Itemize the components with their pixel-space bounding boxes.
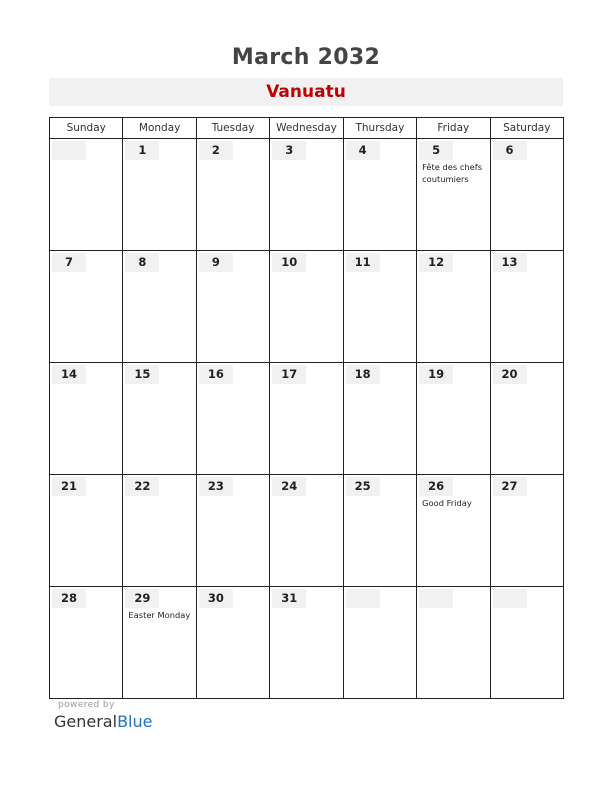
country-name: Vanuatu [266,82,346,102]
day-cell[interactable] [490,363,563,475]
weekday-header-row [50,118,564,139]
day-cell[interactable] [270,475,343,587]
day-number: 19 [419,365,453,384]
calendar-grid [49,117,564,699]
day-number: 2 [199,141,233,160]
day-number: 14 [52,365,86,384]
day-cell[interactable] [343,139,416,251]
day-number: 18 [346,365,380,384]
country-banner [49,78,563,106]
weekday-saturday: Saturday [490,118,563,139]
day-number: 26 [419,477,453,496]
week-row [50,363,564,475]
day-number: 11 [346,253,380,272]
weekday-wednesday: Wednesday [270,118,343,139]
day-number: 21 [52,477,86,496]
day-cell[interactable] [123,363,196,475]
day-cell[interactable] [50,475,123,587]
day-number: 20 [493,365,527,384]
holiday-label: Fête des chefs coutumiers [422,162,483,184]
day-cell[interactable] [123,251,196,363]
day-number: 17 [272,365,306,384]
day-cell[interactable] [270,587,343,699]
day-number: 8 [125,253,159,272]
day-number: 15 [125,365,159,384]
day-number: 16 [199,365,233,384]
day-number [346,589,380,608]
day-number: 23 [199,477,233,496]
day-cell[interactable] [123,139,196,251]
brand-logo-blue: Blue [117,712,153,731]
day-cell[interactable] [50,587,123,699]
day-cell[interactable] [417,139,490,251]
day-cell[interactable] [417,587,490,699]
day-cell[interactable] [417,251,490,363]
week-row [50,475,564,587]
day-cell[interactable] [50,139,123,251]
day-cell[interactable] [490,475,563,587]
day-number: 5 [419,141,453,160]
day-cell[interactable] [196,251,269,363]
day-number: 3 [272,141,306,160]
day-cell[interactable] [490,139,563,251]
day-cell[interactable] [270,251,343,363]
week-row [50,139,564,251]
day-number: 31 [272,589,306,608]
weekday-sunday: Sunday [50,118,123,139]
day-number: 25 [346,477,380,496]
weekday-monday: Monday [123,118,196,139]
page-title: March 2032 [231,45,381,70]
week-row [50,251,564,363]
weekday-friday: Friday [417,118,490,139]
day-number: 29 [125,589,159,608]
day-cell[interactable] [196,587,269,699]
day-cell[interactable] [123,475,196,587]
day-number [419,589,453,608]
day-number: 22 [125,477,159,496]
brand-logo-general: General [54,712,118,731]
day-cell[interactable] [343,475,416,587]
day-number: 27 [493,477,527,496]
holiday-label: Good Friday [422,498,472,508]
day-cell[interactable] [196,475,269,587]
day-number: 10 [272,253,306,272]
day-cell[interactable] [196,363,269,475]
day-number: 30 [199,589,233,608]
day-cell[interactable] [343,363,416,475]
day-number: 7 [52,253,86,272]
brand-logo[interactable] [54,712,152,731]
day-cell[interactable] [490,251,563,363]
day-cell[interactable] [50,251,123,363]
weekday-thursday: Thursday [343,118,416,139]
day-cell[interactable] [270,363,343,475]
day-cell[interactable] [343,587,416,699]
holiday-label: Easter Monday [128,610,191,620]
day-number: 9 [199,253,233,272]
day-cell[interactable] [343,251,416,363]
day-cell[interactable] [123,587,196,699]
day-cell[interactable] [417,363,490,475]
day-cell[interactable] [50,363,123,475]
day-number: 1 [125,141,159,160]
day-number: 6 [493,141,527,160]
day-number: 13 [493,253,527,272]
day-number: 4 [346,141,380,160]
day-cell[interactable] [196,139,269,251]
weekday-tuesday: Tuesday [196,118,269,139]
day-number: 24 [272,477,306,496]
day-cell[interactable] [417,475,490,587]
day-cell[interactable] [490,587,563,699]
day-number [52,141,86,160]
day-number: 28 [52,589,86,608]
week-row [50,587,564,699]
powered-by-label: powered by [58,700,115,710]
day-cell[interactable] [270,139,343,251]
day-number [493,589,527,608]
day-number: 12 [419,253,453,272]
